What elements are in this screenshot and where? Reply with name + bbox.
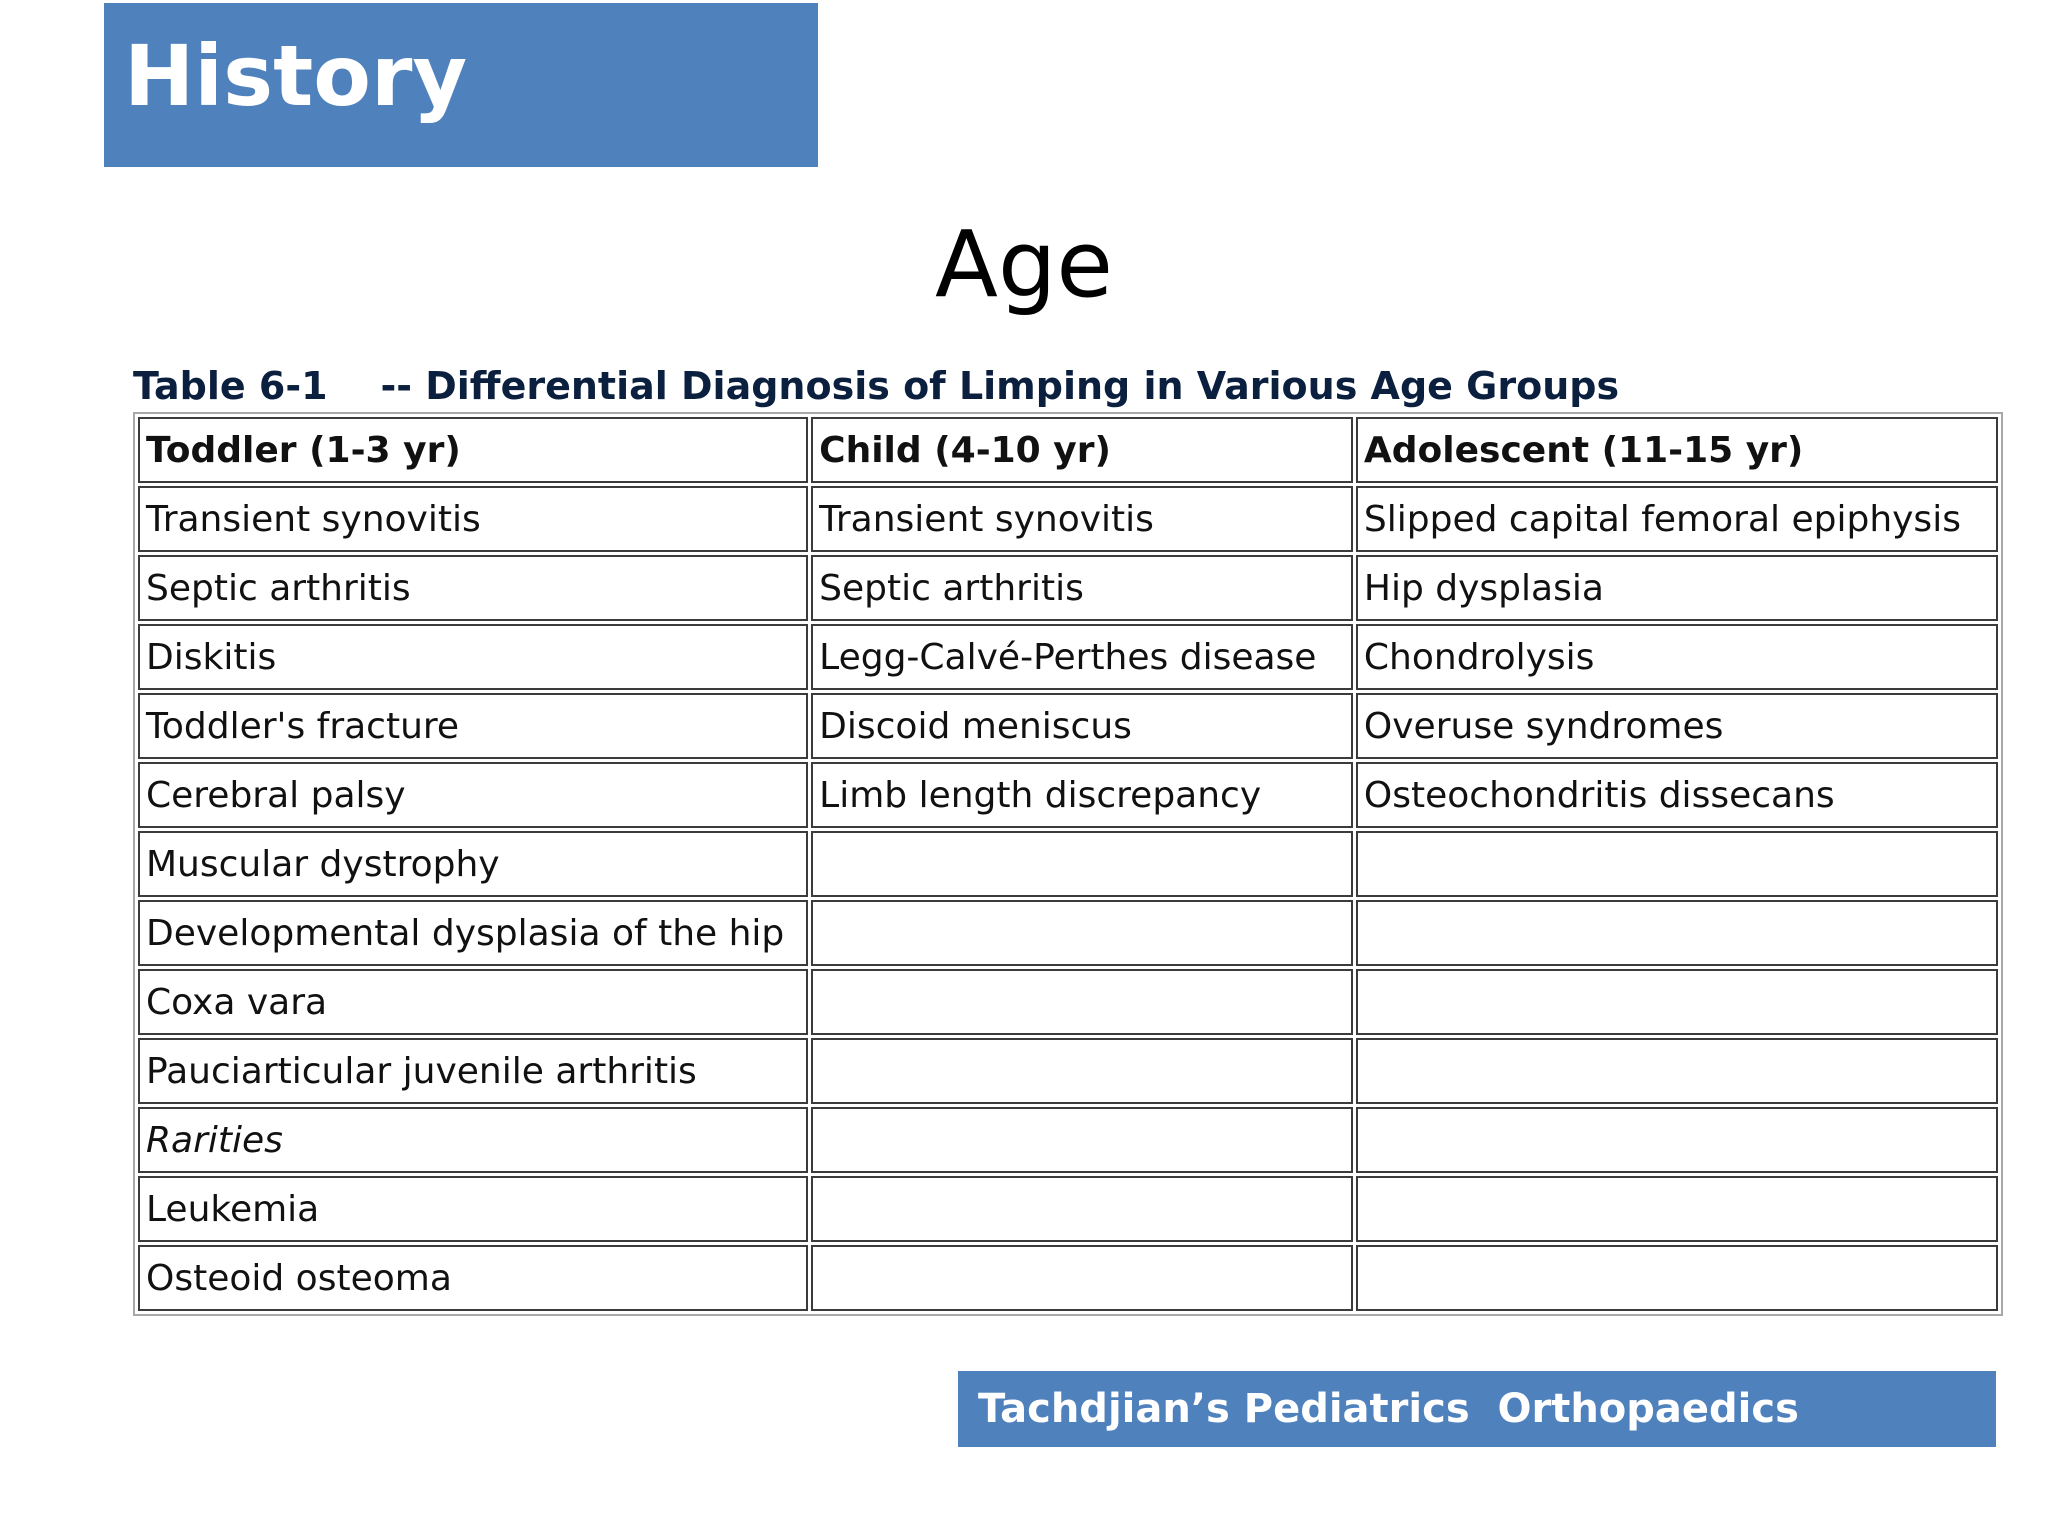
- source-banner: [958, 1371, 1996, 1447]
- table-cell: Hip dysplasia: [1356, 555, 1998, 621]
- table-cell: Developmental dysplasia of the hip: [138, 900, 808, 966]
- table-row: [138, 555, 1998, 621]
- table-cell: Diskitis: [138, 624, 808, 690]
- table-cell: [811, 1245, 1353, 1311]
- table-cell: Transient synovitis: [811, 486, 1353, 552]
- header-banner: [104, 3, 818, 167]
- table-cell: Pauciarticular juvenile arthritis: [138, 1038, 808, 1104]
- table-cell: Limb length discrepancy: [811, 762, 1353, 828]
- table-cell: [1356, 1107, 1998, 1173]
- column-header-toddler: Toddler (1-3 yr): [138, 417, 808, 483]
- table-row: [138, 1038, 1998, 1104]
- table-cell: Legg-Calvé-Perthes disease: [811, 624, 1353, 690]
- table-cell: Chondrolysis: [1356, 624, 1998, 690]
- table-cell: Cerebral palsy: [138, 762, 808, 828]
- table-cell: Slipped capital femoral epiphysis: [1356, 486, 1998, 552]
- column-header-adolescent: Adolescent (11-15 yr): [1356, 417, 1998, 483]
- table-row: [138, 900, 1998, 966]
- table-cell: [811, 900, 1353, 966]
- table-cell: Overuse syndromes: [1356, 693, 1998, 759]
- table-cell: Muscular dystrophy: [138, 831, 808, 897]
- table-row: [138, 762, 1998, 828]
- table-cell-rarities-heading: Rarities: [138, 1107, 808, 1173]
- table-row: [138, 693, 1998, 759]
- table-cell: Osteochondritis dissecans: [1356, 762, 1998, 828]
- table-caption: Table 6-1 -- Differential Diagnosis of Limping in Various Age Groups: [133, 364, 1620, 408]
- table-cell: [1356, 831, 1998, 897]
- table-cell: Discoid meniscus: [811, 693, 1353, 759]
- source-citation: Tachdjian’s Pediatrics Orthopaedics: [978, 1386, 1799, 1432]
- table-header-row: [138, 417, 1998, 483]
- page-title: Age: [935, 211, 1113, 318]
- table-row: [138, 624, 1998, 690]
- table-cell: [1356, 969, 1998, 1035]
- table-row: [138, 831, 1998, 897]
- column-header-child: Child (4-10 yr): [811, 417, 1353, 483]
- section-title: History: [124, 27, 468, 125]
- table-cell: Septic arthritis: [138, 555, 808, 621]
- table-cell: [1356, 1176, 1998, 1242]
- table-cell: [811, 1038, 1353, 1104]
- table-row: [138, 969, 1998, 1035]
- table-cell: [1356, 900, 1998, 966]
- table-row: [138, 1107, 1998, 1173]
- table-cell: [811, 969, 1353, 1035]
- table-cell: [811, 831, 1353, 897]
- table-cell: [811, 1176, 1353, 1242]
- differential-diagnosis-table: [133, 412, 2003, 1316]
- table-cell: Toddler's fracture: [138, 693, 808, 759]
- table-cell: [811, 1107, 1353, 1173]
- table-cell: Leukemia: [138, 1176, 808, 1242]
- table-row: [138, 1245, 1998, 1311]
- table-cell: [1356, 1038, 1998, 1104]
- table-cell: Transient synovitis: [138, 486, 808, 552]
- table-cell: [1356, 1245, 1998, 1311]
- table-cell: Osteoid osteoma: [138, 1245, 808, 1311]
- table-row: [138, 1176, 1998, 1242]
- table-cell: Coxa vara: [138, 969, 808, 1035]
- table-row: [138, 486, 1998, 552]
- table-cell: Septic arthritis: [811, 555, 1353, 621]
